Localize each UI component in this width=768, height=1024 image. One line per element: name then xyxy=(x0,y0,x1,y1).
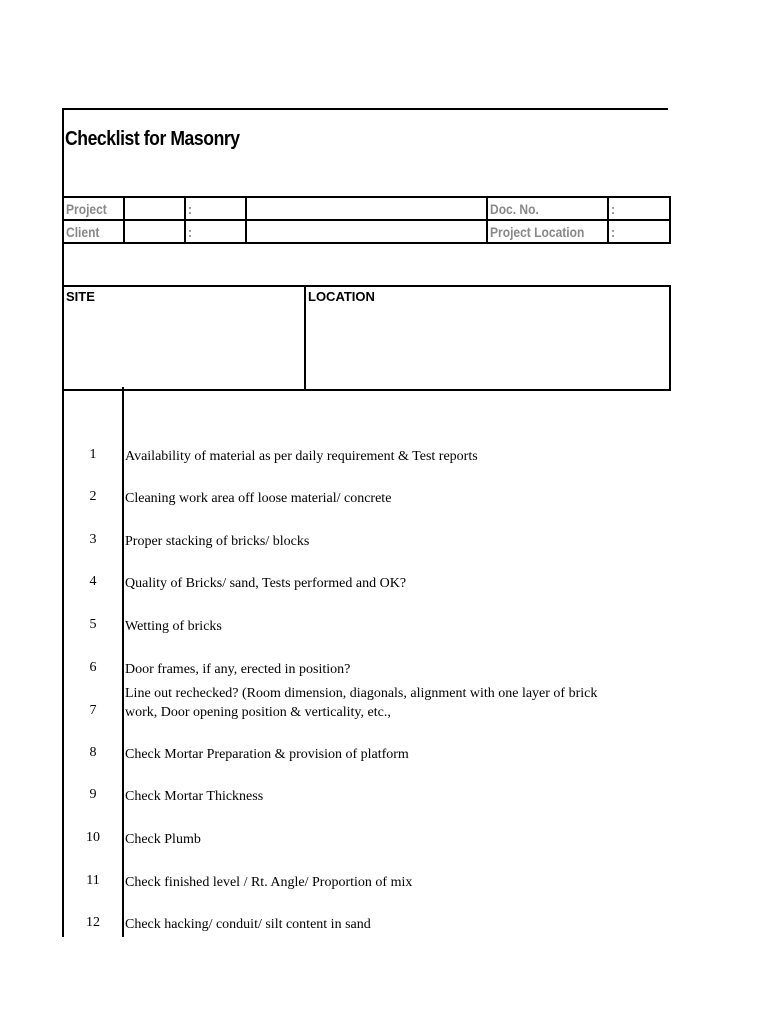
item-text: Check Plumb xyxy=(125,832,201,847)
top-border xyxy=(62,108,668,110)
item-number: 3 xyxy=(89,532,97,547)
project-location-label-cell xyxy=(487,220,608,243)
item-text: Check hacking/ conduit/ silt content in sand xyxy=(125,917,371,932)
item-number: 12 xyxy=(86,915,100,930)
item-text: Check Mortar Preparation & provision of platform xyxy=(125,747,409,762)
item-text: Wetting of bricks xyxy=(125,619,222,634)
location-label: LOCATION xyxy=(308,289,375,304)
doc-no-colon: : xyxy=(611,200,616,217)
item-text: Cleaning work area off loose material/ concrete xyxy=(125,491,392,506)
client-colon: : xyxy=(188,223,193,240)
project-location-colon: : xyxy=(611,223,616,240)
page-title: Checklist for Masonry xyxy=(65,128,240,150)
project-name-cell[interactable] xyxy=(246,197,487,220)
project-label: Project xyxy=(66,200,107,217)
item-text: Check Mortar Thickness xyxy=(125,789,264,804)
item-number: 9 xyxy=(89,787,97,802)
site-location-table xyxy=(62,285,671,391)
project-value-cell[interactable] xyxy=(124,197,185,220)
item-text: Door frames, if any, erected in position? xyxy=(125,662,351,677)
client-value-cell[interactable] xyxy=(124,220,185,243)
site-cell[interactable] xyxy=(63,286,305,390)
item-number: 4 xyxy=(89,574,97,589)
client-name-cell[interactable] xyxy=(246,220,487,243)
item-text: Availability of material as per daily requirement & Test reports xyxy=(125,449,478,464)
item-text: Proper stacking of bricks/ blocks xyxy=(125,534,310,549)
site-label: SITE xyxy=(66,289,95,304)
doc-no-label-cell xyxy=(487,197,608,220)
item-number: 1 xyxy=(89,447,97,462)
item-number: 8 xyxy=(89,745,97,760)
client-colon-cell xyxy=(185,220,246,243)
header-row-client xyxy=(63,220,670,243)
doc-no-value-cell[interactable] xyxy=(608,197,670,220)
items-column-divider xyxy=(122,387,124,937)
item-text: Quality of Bricks/ sand, Tests performed and OK? xyxy=(125,576,407,591)
client-label: Client xyxy=(66,223,100,240)
header-table xyxy=(62,196,671,244)
item-text: Check finished level / Rt. Angle/ Proportion of mix xyxy=(125,875,413,890)
project-label-cell xyxy=(63,197,124,220)
doc-no-label: Doc. No. xyxy=(490,200,539,217)
item-number: 6 xyxy=(89,660,97,675)
item-number: 5 xyxy=(89,617,97,632)
project-location-value-cell[interactable] xyxy=(608,220,670,243)
client-label-cell xyxy=(63,220,124,243)
item-number: 2 xyxy=(89,489,97,504)
item-number: 11 xyxy=(86,873,100,888)
project-colon: : xyxy=(188,200,193,217)
header-row-project xyxy=(63,197,670,220)
item-number: 7 xyxy=(89,703,97,718)
project-location-label: Project Location xyxy=(490,223,585,240)
item-number: 10 xyxy=(86,830,100,845)
project-colon-cell xyxy=(185,197,246,220)
item-text: Line out rechecked? (Room dimension, diagonals, alignment with one layer of brick work, Door opening position & verticality, etc., xyxy=(125,686,598,720)
location-cell[interactable] xyxy=(305,286,670,390)
